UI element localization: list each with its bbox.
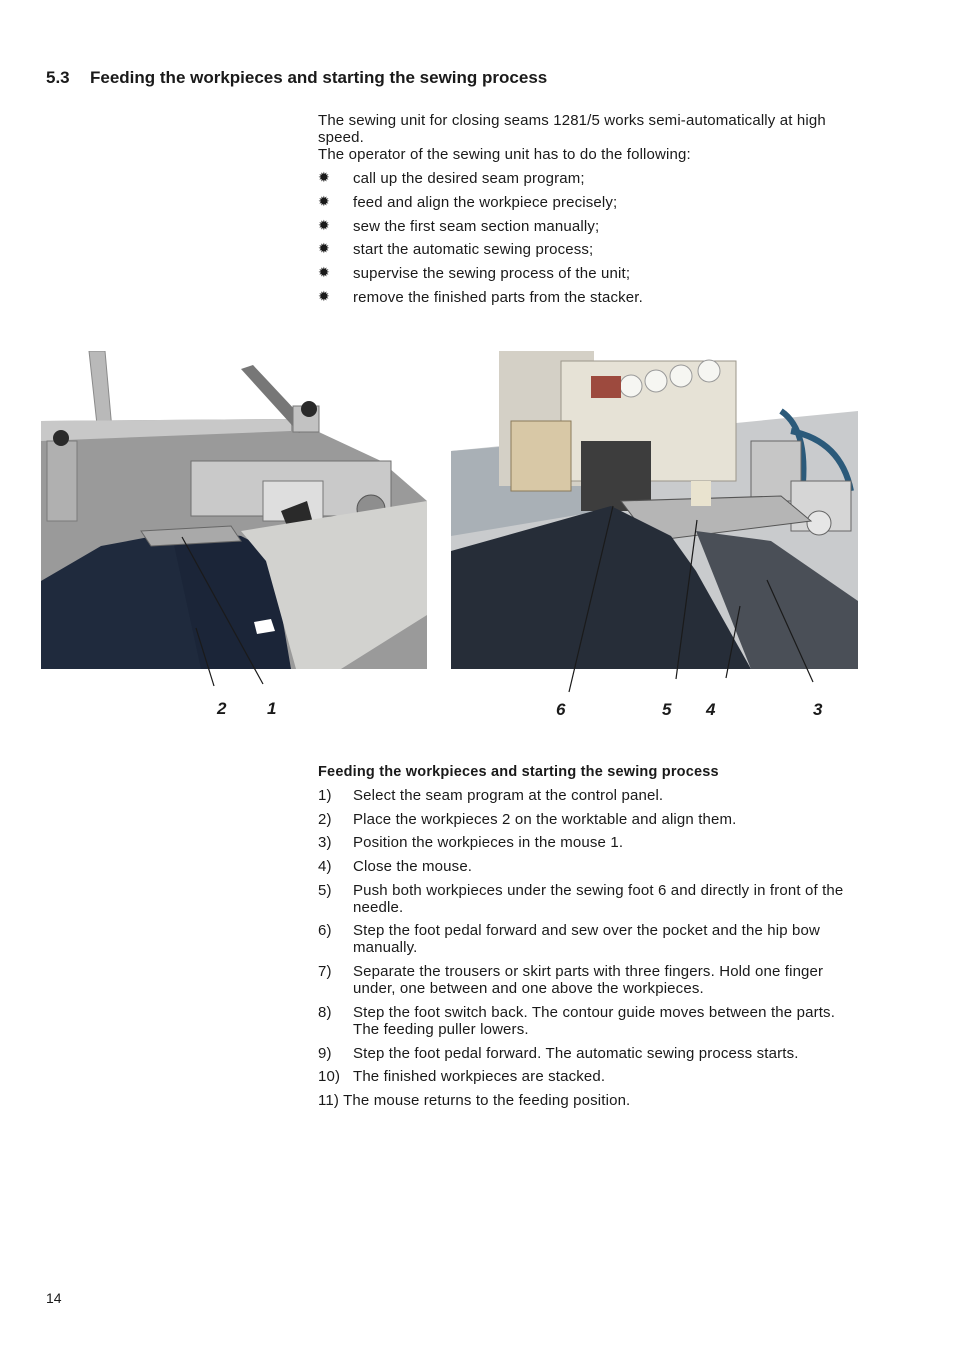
list-item: ✹ start the automatic sewing process;: [318, 240, 594, 259]
operator-task-list: [318, 170, 863, 313]
callout-5: 5: [662, 700, 672, 719]
list-item: ✹ supervise the sewing process of the unit;: [318, 264, 631, 283]
sewing-head-and-foot-photo: [451, 351, 858, 669]
callout-1: 1: [267, 699, 277, 718]
asterisk-bullet-icon: ✹: [318, 264, 330, 281]
callout-4: 4: [706, 700, 716, 719]
asterisk-bullet-icon: ✹: [318, 216, 330, 233]
step-item: 6) Step the foot pedal forward and sew over the pocket and the hip bow manually.: [318, 922, 821, 957]
list-item: ✹ sew the first seam section manually;: [318, 216, 600, 235]
callout-6: 6: [556, 700, 566, 719]
intro-line-1: The sewing unit for closing seams 1281/5 works semi-automatically at high speed.: [318, 112, 826, 146]
step-item: 1) Select the seam program at the control panel.: [318, 787, 664, 804]
list-item: ✹ call up the desired seam program;: [318, 169, 585, 187]
procedure-steps: [318, 787, 863, 1116]
list-item: ✹ feed and align the workpiece precisely;: [318, 192, 618, 211]
step-item: 8) Step the foot switch back. The contour guide moves between the parts. The feeding puller lowers.: [318, 1003, 836, 1038]
asterisk-bullet-icon: ✹: [318, 169, 330, 185]
callout-2: 2: [217, 699, 227, 718]
section-title: Feeding the workpieces and starting the sewing process: [90, 68, 548, 87]
intro-line-2: The operator of the sewing unit has to do the following:: [318, 146, 691, 163]
asterisk-bullet-icon: ✹: [318, 287, 330, 304]
page-number: 14: [46, 1290, 62, 1306]
step-item: 5) Push both workpieces under the sewing foot 6 and directly in front of the needle.: [318, 881, 844, 916]
step-item: 9) Step the foot pedal forward. The automatic sewing process starts.: [318, 1044, 799, 1062]
asterisk-bullet-icon: ✹: [318, 240, 330, 257]
step-item: 11) The mouse returns to the feeding position.: [318, 1091, 631, 1109]
step-item: 4) Close the mouse.: [318, 858, 473, 876]
section-number: 5.3: [46, 68, 70, 87]
worktable-with-mouse-photo: [41, 351, 427, 669]
step-item: 7) Separate the trousers or skirt parts with three fingers. Hold one finger under, one between and one above the workpieces.: [318, 963, 824, 998]
callout-3: 3: [813, 700, 823, 719]
section-heading: [46, 68, 547, 88]
step-item: 3) Position the workpieces in the mouse 1.: [318, 834, 624, 852]
list-item: ✹ remove the finished parts from the stacker.: [318, 287, 643, 306]
step-item: 2) Place the workpieces 2 on the worktable and align them.: [318, 810, 737, 828]
asterisk-bullet-icon: ✹: [318, 192, 330, 209]
intro-text: [318, 112, 863, 163]
procedure-title: Feeding the workpieces and starting the sewing process: [318, 764, 719, 780]
step-item: 10) The finished workpieces are stacked.: [318, 1068, 606, 1086]
